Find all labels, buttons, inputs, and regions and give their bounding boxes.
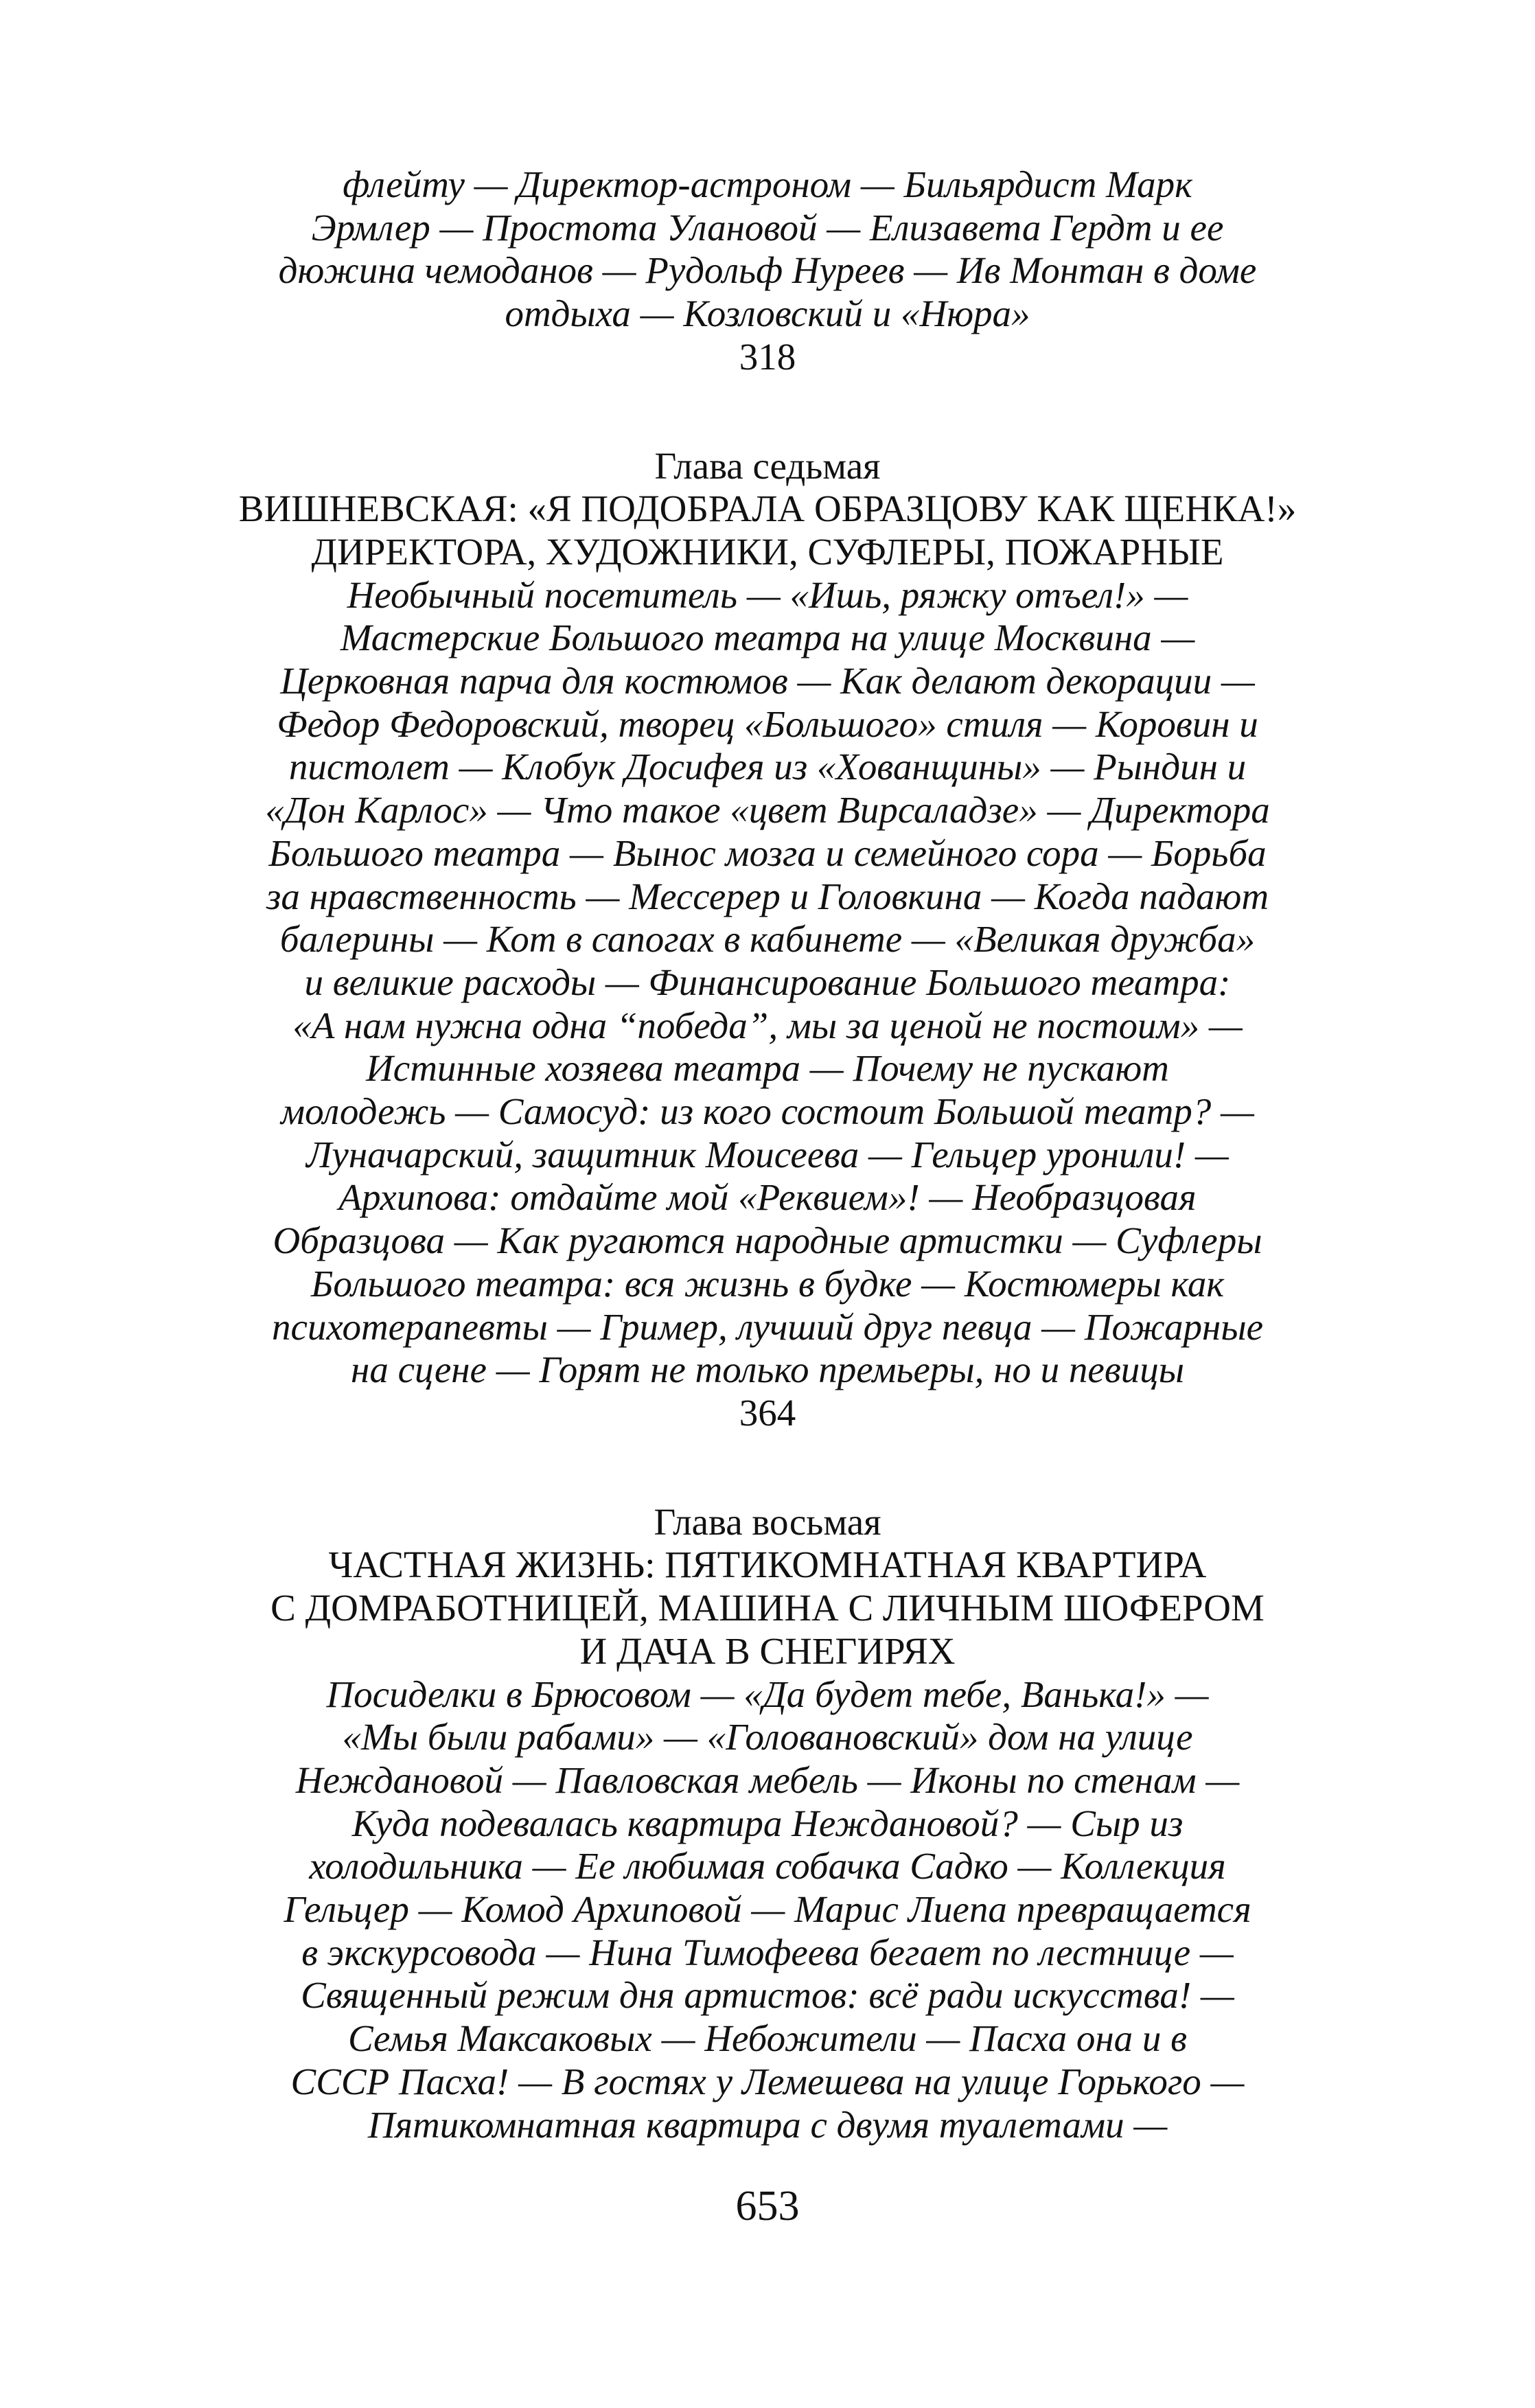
summary-line: «Мы были рабами» — «Головановский» дом на улице [342,1716,1193,1758]
summary-line: отдыха — Козловский и «Нюра» [505,293,1030,335]
summary-line: Истинные хозяева театра — Почему не пускают [366,1047,1169,1090]
page-reference: 318 [739,335,796,378]
chapter-7-entry [172,445,1363,1435]
summary-line: психотерапевты — Гример, лучший друг певца — Пожарные [272,1305,1263,1348]
summary-line: флейту — Директор-астроном — Бильярдист Марк [343,163,1192,205]
summary-line: Луначарский, защитник Моисеева — Гельцер уронили! — [306,1133,1229,1176]
summary-line: за нравственность — Мессерер и Головкина — Когда падают [266,875,1269,917]
summary-line: СССР Пасха! — В гостях у Лемешева на улице Горького — [290,2060,1245,2102]
summary-line: Эрмлер — Простота Улановой — Елизавета Гердт и ее [311,206,1224,249]
chapter-title-line: ВИШНЕВСКАЯ: «Я ПОДОБРАЛА ОБРАЗЦОВУ КАК ЩЕНКА!» [238,488,1297,530]
chapter-title-line: С ДОМРАБОТНИЦЕЙ, МАШИНА С ЛИЧНЫМ ШОФЕРОМ [270,1587,1265,1629]
summary-line: Гельцер — Комод Архиповой — Марис Лиепа превращается [284,1888,1251,1931]
summary-line: на сцене — Горят не только премьеры, но и певицы [351,1349,1184,1391]
summary-line: Пятикомнатная квартира с двумя туалетами — [367,2103,1168,2146]
summary-line: Куда подевалась квартира Неждановой? — Сыр из [351,1802,1184,1844]
page-reference: 364 [739,1391,796,1434]
chapter-label: Глава седьмая [654,444,881,487]
summary-line: балерины — Кот в сапогах в кабинете — «Великая дружба» [279,918,1256,961]
chapter-title-line: И ДАЧА В СНЕГИРЯХ [579,1629,956,1672]
summary-line: молодежь — Самосуд: из кого состоит Большой театр? — [281,1090,1254,1133]
spacer [172,1435,1363,1501]
summary-line: в экскурсовода — Нина Тимофеева бегает по лестнице — [301,1931,1234,1973]
intro-block [172,163,1363,379]
chapter-label: Глава восьмая [654,1500,881,1543]
summary-line: Архипова: отдайте мой «Реквием»! — Необразцовая [338,1176,1197,1219]
summary-line: Федор Федоровский, творец «Большого» стиля — Коровин и [277,702,1258,745]
summary-line: и великие расходы — Финансирование Большого театра: [304,961,1231,1003]
summary-line: Неждановой — Павловская мебель — Иконы по стенам — [295,1758,1240,1801]
summary-line: дюжина чемоданов — Рудольф Нуреев — Ив Монтан в доме [278,249,1257,292]
summary-line: Церковная парча для костюмов — Как делают декорации — [280,660,1255,702]
page-number: 653 [735,2183,800,2229]
spacer [172,379,1363,445]
summary-line: Образцова — Как ругаются народные артистки — Суфлеры [273,1219,1262,1262]
chapter-title-line: ЧАСТНАЯ ЖИЗНЬ: ПЯТИКОМНАТНАЯ КВАРТИРА [328,1544,1207,1586]
summary-line: Необычный посетитель — «Ишь, ряжку отъел!» — [347,573,1188,616]
toc-page [172,163,1363,2146]
summary-line: «А нам нужна одна “победа”, мы за ценой не постоим» — [292,1004,1243,1046]
summary-line: Большого театра — Вынос мозга и семейного сора — Борьба [268,832,1267,874]
chapter-title-line: ДИРЕКТОРА, ХУДОЖНИКИ, СУФЛЕРЫ, ПОЖАРНЫЕ [311,530,1224,573]
summary-line: Посиделки в Брюсовом — «Да будет тебе, Ванька!» — [326,1673,1209,1715]
summary-line: холодильника — Ее любимая собачка Садко — Коллекция [309,1845,1226,1888]
summary-line: Большого театра: вся жизнь в будке — Костюмеры как [310,1262,1225,1305]
summary-line: пистолет — Клобук Досифея из «Хованщины» — Рындин и [288,746,1247,788]
summary-line: Мастерские Большого театра на улице Москвина — [340,617,1195,659]
summary-line: Семья Максаковых — Небожители — Пасха она и в [347,2017,1188,2060]
summary-line: «Дон Карлос» — Что такое «цвет Вирсаладзе» — Директора [265,789,1270,832]
chapter-8-entry [172,1501,1363,2147]
summary-line: Священный режим дня артистов: всё ради искусства! — [301,1974,1234,2017]
